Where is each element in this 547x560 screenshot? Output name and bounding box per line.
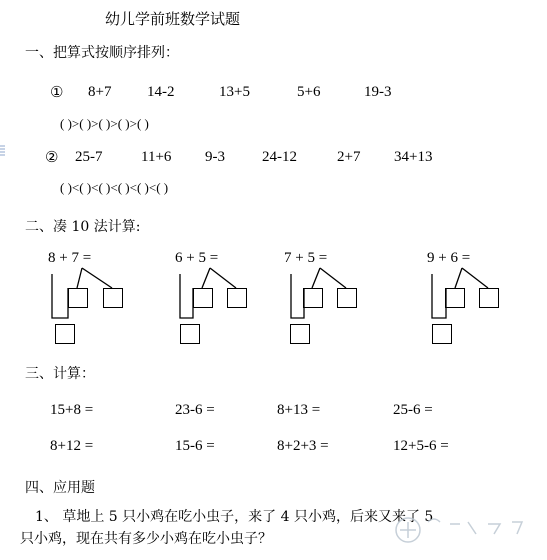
- section3-heading: 三、计算：: [25, 366, 95, 382]
- row2-item: 11+6: [141, 149, 172, 165]
- word-problem-line1: 1、 草地上 5 只小鸡在吃小虫子，来了 4 只小鸡，后来又来了 5: [35, 509, 434, 525]
- section1-heading: 一、把算式按顺序排列：: [25, 45, 179, 61]
- calc-item: 8+13 =: [277, 402, 321, 418]
- calc-item: 15-6 =: [175, 438, 215, 454]
- row2-marker: ②: [45, 150, 59, 166]
- make-ten-problem: 8 + 7 =: [48, 250, 92, 266]
- word-problem-line2: 只小鸡，现在共有多少小鸡在吃小虫子？: [20, 531, 272, 547]
- make-ten-problem: 7 + 5 =: [284, 250, 328, 266]
- make-ten-problem: 9 + 6 =: [427, 250, 471, 266]
- page-title: 幼儿学前班数学试题: [105, 10, 241, 28]
- calc-item: 8+2+3 =: [277, 438, 329, 454]
- row1-item: 13+5: [219, 84, 250, 100]
- row1-marker: ①: [50, 85, 64, 101]
- calc-item: 12+5-6 =: [393, 438, 449, 454]
- row2-item: 9-3: [205, 149, 225, 165]
- section4-heading: 四、应用题: [25, 480, 95, 496]
- calc-item: 25-6 =: [393, 402, 433, 418]
- row2-item: 25-7: [75, 149, 103, 165]
- row1-answer-parens: ( )>( )>( )>( )>( ): [60, 116, 149, 131]
- calc-item: 15+8 =: [50, 402, 94, 418]
- row1-item: 5+6: [297, 84, 321, 100]
- calc-item: 8+12 =: [50, 438, 94, 454]
- row1-item: 14-2: [147, 84, 175, 100]
- make-ten-problem: 6 + 5 =: [175, 250, 219, 266]
- row1-item: 19-3: [364, 84, 392, 100]
- calc-item: 23-6 =: [175, 402, 215, 418]
- row2-answer-parens: ( )<( )<( )<( )<( )<( ): [60, 180, 169, 195]
- row2-item: 2+7: [337, 149, 361, 165]
- row2-item: 24-12: [262, 149, 297, 165]
- section2-heading: 二、凑 10 法计算:: [25, 219, 141, 235]
- row2-item: 34+13: [394, 149, 433, 165]
- row1-item: 8+7: [88, 84, 112, 100]
